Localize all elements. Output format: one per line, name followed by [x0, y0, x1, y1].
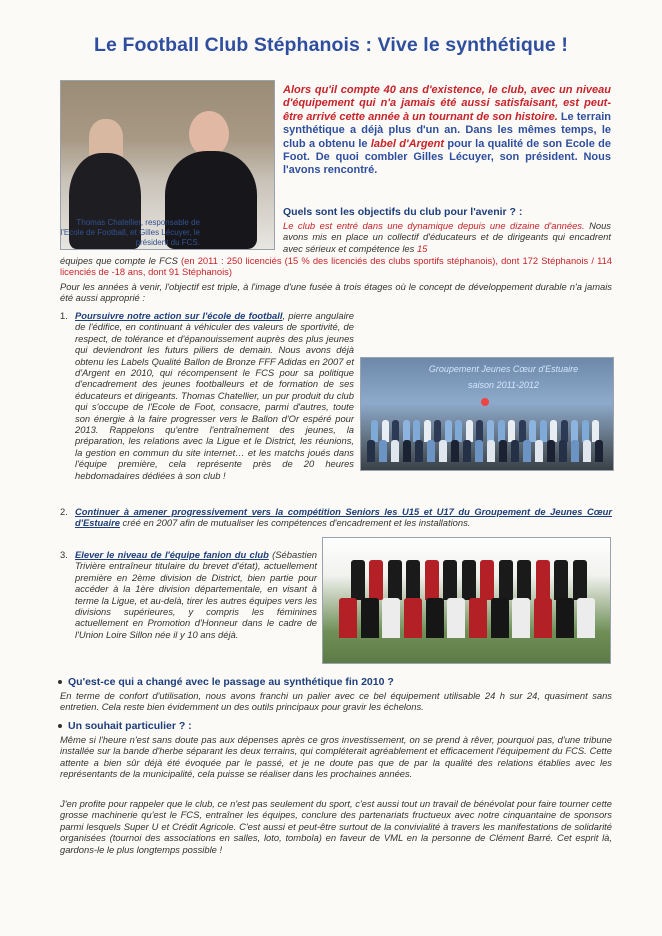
player-figure — [547, 440, 555, 462]
player-figure — [583, 440, 591, 462]
intro-lead: Alors qu'il compte 40 ans d'existence, le club, avec un niveau d'équipement qui n'a jamais été aussi satisfaisant, est peut-être arrivé cette année à un tournant de son histoire. — [283, 84, 611, 123]
player-figure — [487, 420, 494, 442]
player-figure — [466, 420, 473, 442]
player-figure — [451, 440, 459, 462]
q3-heading-text: Un souhait particulier ? : — [68, 720, 192, 732]
photo-equipe-fanion — [322, 537, 611, 664]
player-figure — [424, 420, 431, 442]
player-figure — [371, 420, 378, 442]
q3-paragraph-2: J'en profite pour rappeler que le club, ce n'est pas seulement du sport, c'est aussi tout un travail de bénévolat pour faire tourner cette grosse machinerie qu'est le FCS, entraîner les équipes, conclure des partenariats fructueux avec notre cinquantaine de sponsors parmi lesquels Super U et Crédit Agricole. C'est aussi et peut-être surtout de la convivialité à travers les manifestations de solidarité organisées (tournoi des associations en salles, loto, tombola) en faveur de VML en la personne de Clément Barré. Cet esprit là, gardons-le le plus longtemps possible ! — [60, 798, 612, 855]
player-figure — [413, 420, 420, 442]
player-figure — [367, 440, 375, 462]
item-3-lead: Elever le niveau de l'équipe fanion du club — [75, 549, 269, 560]
player-figure — [511, 440, 519, 462]
player-figure — [403, 440, 411, 462]
item-1-body: , pierre angulaire de l'édifice, en continuant à véhiculer des valeurs de sportivité, de respect, de tolérance et d'épanouissement auprès des plus jeunes qui deviendront les futurs piliers de demain. Nous avons déjà obtenu les Labels Qualité Ballon de Bronze FFF Adidas en 2007 et d'Argent en 2010, qui récompensent le FCS pour sa politique d'encadrement des jeunes footballeurs et de formation de ses éducateurs et dirigeants. Thomas Chatellier, un pur produit du club qui s'occupe de l'Ecole de Foot, consacre, parmi d'autres, toute son énergie à la faire progresser vers le Ballon d'Or espéré pour 2013. Rappelons qu'entre l'entraînement des jeunes, la préparation, les relations avec la Ligue et le District, les réunions, la gestion en commun du site internet… et les matchs joués dans l'équipe première, cela représente près de 20 heures hebdomadaires dédiées à son club ! — [75, 310, 354, 481]
player-figure — [392, 420, 399, 442]
bullet-dot-icon — [58, 680, 62, 684]
player-figure — [517, 560, 531, 600]
question-objectifs: Quels sont les objectifs du club pour l'avenir ? : — [283, 206, 523, 218]
player-figure — [534, 598, 552, 638]
team-row-back — [351, 560, 591, 600]
q1-line1: Le club est entré dans une dynamique depuis une dizaine d'années. — [283, 220, 585, 231]
intro-text-a: Le terrain synthétique a déjà plus d'un an. Dans les mêmes temps, le club a obtenu le — [283, 110, 611, 150]
q1-stats: (en 2011 : 250 licenciés (15 % des licenciés des clubs sportifs stéphanois), dont 172 Stéphanois / 114 licenciés de -18 ans, dont 91 Stéphanois) — [60, 255, 613, 278]
item-2-lead: Continuer à amener progressivement vers la compétition Seniors les U15 et U17 du Groupement de Jeunes Cœur d'Estuaire — [75, 506, 612, 529]
player-figure — [382, 598, 400, 638]
player-figure — [425, 560, 439, 600]
q3-paragraph-1: Même si l'heure n'est sans doute pas aux dépenses après ce gros investissement, on se prend à rêver, pourquoi pas, d'une tribune installée sur la bande d'herbe séparant les deux terrains, qui compléterait agréablement et efficacement l'équipement du FCS. Cette attente a bien sûr déjà été évoquée par le passé, et je ne doute pas que de par la qualité des relations établies avec les représentants de la municipalité, cela puisse se réaliser dans les prochaines années. — [60, 734, 612, 780]
player-figure — [427, 440, 435, 462]
player-figure — [540, 420, 547, 442]
player-figure — [426, 598, 444, 638]
flag-mark — [481, 398, 489, 406]
item-2-body: créé en 2007 afin de mutualiser les compétences d'encadrement et les installations. — [119, 517, 471, 529]
player-figure — [499, 560, 513, 600]
player-figure — [351, 560, 365, 600]
player-figure — [361, 598, 379, 638]
photo-banner — [401, 361, 606, 397]
player-figure — [571, 440, 579, 462]
player-figure — [415, 440, 423, 462]
player-figure — [571, 420, 578, 442]
player-figure — [379, 440, 387, 462]
player-figure — [595, 440, 603, 462]
player-figure — [404, 598, 422, 638]
player-figure — [369, 560, 383, 600]
q2-heading-text: Qu'est-ce qui a changé avec le passage au synthétique fin 2010 ? — [68, 676, 394, 688]
player-figure — [535, 440, 543, 462]
player-figure — [463, 440, 471, 462]
players-row-back — [371, 420, 603, 442]
q1-line4: Pour les années à venir, l'objectif est triple, à l'image d'une fusée à trois étages où le concept de développement durable n'a jamais été aussi approprié : — [60, 281, 612, 304]
item-1-lead: Poursuivre notre action sur l'école de football — [75, 310, 283, 321]
player-figure — [447, 598, 465, 638]
player-figure — [487, 440, 495, 462]
player-figure — [403, 420, 410, 442]
player-figure — [443, 560, 457, 600]
player-figure — [445, 420, 452, 442]
player-figure — [559, 440, 567, 462]
q1-answer-stats — [60, 255, 612, 278]
item-3-number: 3. — [60, 549, 68, 560]
q1-line2: Nous avons mis en place un collectif d'éducateurs et de dirigeants qui encadrent avec sérieux et compétence les — [283, 220, 611, 254]
player-figure — [339, 598, 357, 638]
player-figure — [582, 420, 589, 442]
page-title: Le Football Club Stéphanois : Vive le synthétique ! — [94, 34, 568, 56]
player-figure — [391, 440, 399, 462]
player-figure — [519, 420, 526, 442]
team-row-front — [339, 598, 599, 638]
player-figure — [508, 420, 515, 442]
player-figure — [556, 598, 574, 638]
item-3-text — [75, 549, 317, 640]
player-figure — [462, 560, 476, 600]
player-figure — [498, 420, 505, 442]
q1-count: 15 — [416, 242, 428, 254]
player-figure — [573, 560, 587, 600]
photo-groupement-jeunes — [360, 357, 614, 471]
player-figure — [554, 560, 568, 600]
q1-line3: équipes que compte le FCS — [60, 255, 182, 266]
photo-caption: Thomas Chatellier, responsable de l'Ecole de Football, et Gilles Lécuyer, le président du FCS. — [60, 218, 200, 247]
player-figure — [536, 560, 550, 600]
player-figure — [491, 598, 509, 638]
player-figure — [512, 598, 530, 638]
player-figure — [475, 440, 483, 462]
players-row-front — [367, 440, 607, 462]
player-figure — [469, 598, 487, 638]
q1-answer-intro — [283, 220, 611, 254]
item-1-number: 1. — [60, 310, 68, 321]
item-2-text — [75, 506, 612, 529]
player-figure — [455, 420, 462, 442]
player-figure — [592, 420, 599, 442]
question-synthetique — [58, 676, 394, 688]
intro-label: label d'Argent — [370, 137, 445, 150]
player-figure — [577, 598, 595, 638]
player-figure — [499, 440, 507, 462]
banner-line2: saison 2011-2012 — [468, 380, 539, 390]
item-2-number: 2. — [60, 506, 68, 517]
player-figure — [550, 420, 557, 442]
player-figure — [476, 420, 483, 442]
item-3-body: (Sébastien Trivière entraîneur titulaire du brevet d'état), actuellement première en 2ème division de District, bien partie pour accéder à la 1ère division départementale, en visant à terme la Ligue, et au-delà, tirer les autres équipes vers les divisions supérieures, y compris les féminines actuellement en Promotion d'Honneur dans le cadre de l'Union Loire Sillon née il y 10 ans déjà. — [75, 549, 317, 640]
player-figure — [561, 420, 568, 442]
q2-answer: En terme de confort d'utilisation, nous avons franchi un palier avec ce bel équipement utilisable 24 h sur 24, quasiment sans entretien. Cela reste bien évidemment un des outils principaux pour gravir les échelons. — [60, 690, 612, 713]
player-figure — [388, 560, 402, 600]
intro-text-b: pour la qualité de son Ecole de Foot. De quoi combler Gilles Lécuyer, son président. Nous l'avons rencontré. — [283, 137, 611, 177]
player-figure — [439, 440, 447, 462]
player-figure — [406, 560, 420, 600]
banner-line1: Groupement Jeunes Cœur d'Estuaire — [428, 364, 579, 374]
player-figure — [434, 420, 441, 442]
question-souhait — [58, 720, 192, 732]
player-figure — [382, 420, 389, 442]
player-figure — [529, 420, 536, 442]
player-figure — [480, 560, 494, 600]
bullet-dot-icon — [58, 724, 62, 728]
player-figure — [523, 440, 531, 462]
intro-paragraph — [283, 84, 611, 178]
